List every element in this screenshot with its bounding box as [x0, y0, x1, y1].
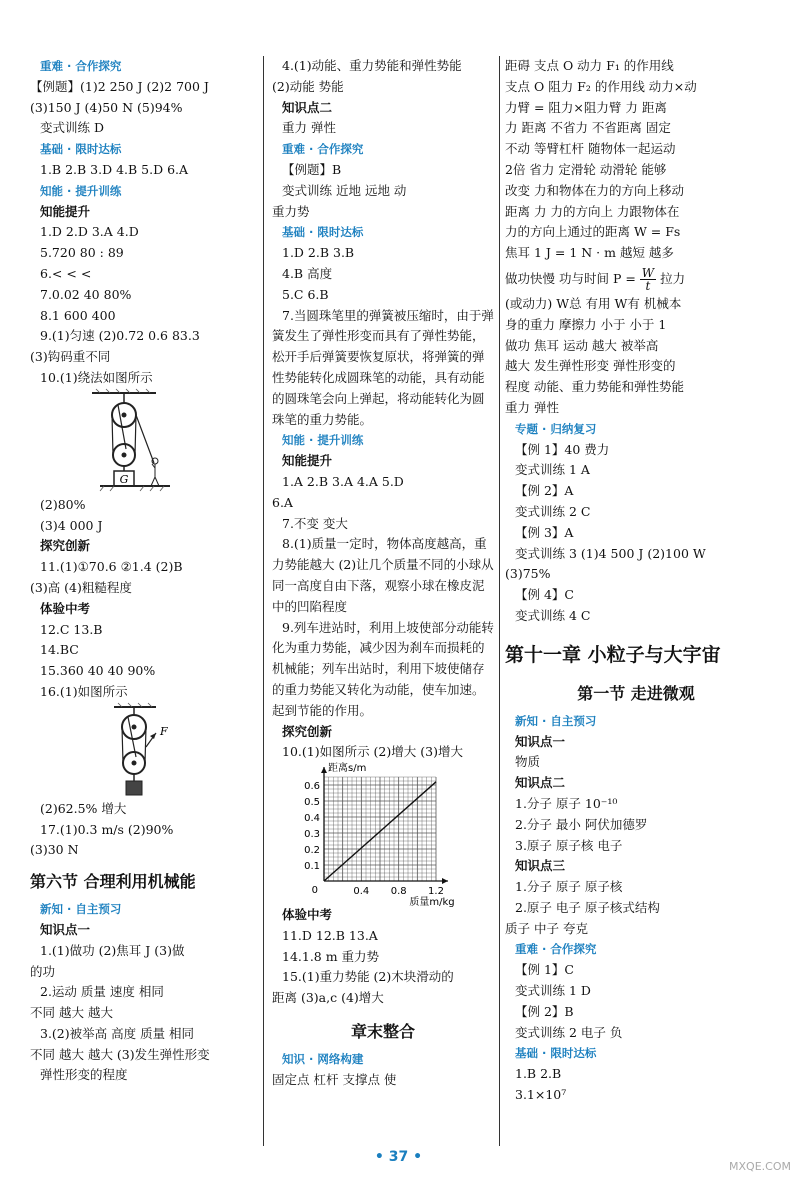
answer-line: 15.360 40 40 90% — [40, 663, 156, 679]
column-right — [505, 56, 767, 1106]
answer-line: 1.分子 原子 10⁻¹⁰ — [515, 795, 618, 811]
answer-line: 7.不变 变大 — [282, 515, 348, 531]
answer-line: 11.(1)①70.6 ②1.4 (2)B — [40, 559, 183, 575]
answer-line: (2)62.5% 增大 — [40, 800, 127, 816]
answer-line: (2)80% — [40, 496, 86, 512]
subheading: 知识点一 — [40, 921, 91, 937]
answer-line: 程度 动能、重力势能和弹性势能 — [505, 379, 684, 395]
answer-line: 越大 发生弹性形变 弹性形变的 — [505, 358, 676, 374]
subheading: 体验中考 — [40, 600, 91, 616]
answer-line: (3)30 N — [30, 842, 79, 858]
answer-paragraph: 8.(1)质量一定时，物体高度越高，重力势能越大 (2)让几个质量不同的小球从同一高度自由下落，观察小球在橡皮泥中的凹陷程度 — [272, 536, 494, 614]
answer-line: (3)75% — [505, 566, 551, 582]
distance-mass-graph — [272, 763, 494, 909]
answer-line: 重力 弹性 — [282, 120, 336, 136]
answer-line: 【例 2】A — [515, 483, 574, 499]
answer-line: 4.B 高度 — [282, 265, 333, 281]
subheading: 知识点一 — [515, 733, 566, 749]
answer-line: 1.D 2.D 3.A 4.D — [40, 224, 139, 240]
answer-line: 2倍 省力 定滑轮 动滑轮 能够 — [505, 161, 667, 177]
answer-line: (3)钩码重不同 — [30, 349, 111, 365]
answer-line: 3.1×10⁷ — [515, 1087, 567, 1103]
y-tick-label: 0.6 — [304, 781, 320, 793]
answer-line: 15.(1)重力势能 (2)木块滑动的 — [282, 969, 454, 985]
y-tick-label: 0.1 — [304, 861, 320, 873]
answer-line: 支点 O 阻力 F₂ 的作用线 动力×动 — [505, 78, 697, 94]
answer-line: 做功 焦耳 运动 越大 被举高 — [505, 337, 659, 353]
answer-line: 2.分子 最小 阿伏加德罗 — [515, 816, 648, 832]
answer-line: 距离 力 力的方向上 力跟物体在 — [505, 203, 680, 219]
chapter-title: 第十一章 小粒子与大宇宙 — [505, 643, 721, 666]
y-tick-label: 0.4 — [304, 813, 320, 825]
section-header: 基础 · 限时达标 — [515, 1046, 597, 1061]
answer-line: 变式训练 2 C — [515, 503, 591, 519]
section-title: 第一节 走进微观 — [577, 683, 695, 703]
subheading: 探究创新 — [40, 538, 91, 554]
section-title: 章末整合 — [350, 1022, 415, 1042]
answer-line: 不同 越大 越大 (3)发生弹性形变 — [30, 1046, 210, 1062]
subheading: 体验中考 — [282, 907, 333, 923]
y-tick-label: 0.2 — [304, 845, 320, 857]
column-left — [30, 56, 258, 1086]
subheading: 知识点三 — [515, 858, 566, 874]
answer-line: 变式训练 近地 远地 动 — [282, 182, 407, 198]
answer-line: 重力势 — [272, 203, 310, 219]
answer-line: 【例 1】40 费力 — [515, 441, 610, 457]
x-tick-label: 1.2 — [428, 886, 444, 898]
answer-line: 4.(1)动能、重力势能和弹性势能 — [282, 58, 462, 73]
watermark: MXQE.COM — [729, 1160, 791, 1173]
answer-line: 【例 3】A — [515, 524, 574, 540]
fraction-numerator: W — [641, 265, 655, 280]
answer-line: 距离 (3)a,c (4)增大 — [272, 990, 384, 1006]
x-axis-label: 质量m/kg — [409, 897, 455, 909]
answer-line: 弹性形变的程度 — [40, 1067, 128, 1083]
answer-line: 不同 越大 越大 — [30, 1005, 113, 1021]
answer-line: 6.< < < — [40, 265, 92, 281]
section-header: 基础 · 限时达标 — [40, 142, 122, 157]
answer-line: 变式训练 1 D — [515, 983, 591, 999]
y-axis-label: 距离s/m — [328, 763, 367, 775]
answer-line: 改变 力和物体在力的方向上移动 — [505, 182, 684, 198]
answer-line: 8.1 600 400 — [40, 307, 116, 323]
y-tick-label: 0.3 — [304, 829, 320, 841]
answer-line: 12.C 13.B — [40, 621, 103, 637]
answer-line: 1.B 2.B 3.D 4.B 5.D 6.A — [40, 161, 189, 177]
section-header: 重难 · 合作探究 — [515, 942, 597, 957]
answer-line: (3)高 (4)粗糙程度 — [30, 579, 132, 595]
answer-line: 10.(1)如图所示 (2)增大 (3)增大 — [282, 744, 463, 760]
answer-line: 固定点 杠杆 支撑点 使 — [272, 1071, 397, 1087]
section-header: 重难 · 合作探究 — [282, 142, 364, 157]
power-formula-line — [505, 264, 767, 294]
answer-line: (或动力) W总 有用 W有 机械本 — [505, 295, 682, 311]
answer-line: 力臂 = 阻力×阻力臂 力 距离 — [505, 99, 667, 115]
answer-line: 的功 — [30, 963, 56, 979]
answer-line: 1.(1)做功 (2)焦耳 J (3)做 — [40, 942, 185, 958]
answer-line: 14.1.8 m 重力势 — [282, 948, 380, 964]
answer-line: 1.分子 原子 原子核 — [515, 879, 623, 895]
section-header: 重难 · 合作探究 — [40, 59, 122, 73]
answer-line: 1.B 2.B — [515, 1066, 562, 1082]
answer-line: 3.(2)被举高 高度 质量 相同 — [40, 1025, 195, 1041]
subheading: 探究创新 — [282, 723, 333, 739]
answer-line: 变式训练 D — [40, 120, 104, 136]
answer-line: 5.720 80 : 89 — [40, 245, 124, 261]
fraction — [640, 267, 656, 292]
x-tick-label: 0.4 — [353, 886, 370, 898]
section-header: 知能 · 提升训练 — [40, 183, 122, 198]
section-header: 知能 · 提升训练 — [282, 433, 364, 448]
x-axis-arrow — [442, 878, 448, 884]
answer-line: 变式训练 4 C — [515, 607, 591, 623]
answer-line: 距碍 支点 O 动力 F₁ 的作用线 — [505, 58, 674, 73]
answer-line: (3)4 000 J — [40, 517, 103, 533]
answer-line: 【例题】B — [282, 161, 342, 177]
answer-line: 做功快慢 功与时间 P = — [505, 270, 636, 286]
answer-line: 3.原子 原子核 电子 — [515, 837, 623, 853]
column-middle — [272, 56, 494, 1091]
subheading: 知能提升 — [282, 453, 333, 469]
answer-line: 质子 中子 夸克 — [505, 920, 588, 936]
section-header: 新知 · 自主预习 — [515, 713, 597, 728]
answer-line: (2)动能 势能 — [272, 78, 344, 94]
pulley-figure-2 — [30, 703, 258, 799]
answer-line: 1.D 2.B 3.B — [282, 245, 355, 261]
answer-line: 变式训练 3 (1)4 500 J (2)100 W — [515, 545, 706, 561]
answer-line: 1.A 2.B 3.A 4.A 5.D — [282, 473, 404, 489]
page-number: • 37 • — [374, 1149, 423, 1165]
section-header: 专题 · 归纳复习 — [515, 421, 597, 436]
answer-line: 【例 4】C — [515, 587, 574, 603]
answer-line: 9.(1)匀速 (2)0.72 0.6 83.3 — [40, 328, 200, 344]
answer-line: 焦耳 1 J = 1 N · m 越短 越多 — [505, 245, 674, 261]
subheading: 知能提升 — [40, 203, 91, 219]
answer-line: 2.原子 电子 原子核式结构 — [515, 899, 660, 915]
answer-line: 变式训练 2 电子 负 — [515, 1024, 623, 1040]
y-tick-label: 0.5 — [304, 797, 320, 809]
answer-line: 16.(1)如图所示 — [40, 683, 128, 699]
answer-line: 17.(1)0.3 m/s (2)90% — [40, 821, 174, 837]
answer-paragraph: 9.列车进站时，利用上坡使部分动能转化为重力势能，减少因为刹车而损耗的机械能；列车出站时，利用下坡使储存的重力势能又转化为动能，使车加速。起到节能的作用。 — [272, 619, 494, 718]
section-title: 第六节 合理利用机械能 — [30, 872, 196, 892]
answer-line: 力的方向上通过的距离 W = Fs — [505, 224, 681, 240]
x-tick-label: 0.8 — [390, 886, 407, 898]
answer-paragraph: 7.当圆珠笔里的弹簧被压缩时，由于弹簧发生了弹性形变而具有了弹性势能，松开手后弹簧要恢复原状，将弹簧的弹性势能转化成圆珠笔的动能，具有动能的圆珠笔会向上弹起，将动能转化为圆珠笔的重力势能。 — [272, 307, 494, 427]
answer-line: 力 距离 不省力 不省距离 固定 — [505, 120, 671, 136]
answer-line: 身的重力 摩擦力 小于 小于 1 — [505, 316, 667, 332]
section-header: 新知 · 自主预习 — [40, 902, 122, 917]
answer-line: 11.D 12.B 13.A — [282, 927, 378, 943]
column-divider — [499, 56, 500, 1146]
answer-line: 不动 等臂杠杆 随物体一起运动 — [505, 141, 676, 157]
force-label: F — [160, 724, 168, 738]
answer-line: 物质 — [515, 754, 541, 770]
answer-line: 【例 2】B — [515, 1003, 574, 1019]
section-header: 知识 · 网络构建 — [282, 1052, 364, 1067]
subheading: 知识点二 — [282, 99, 333, 115]
answer-line: 【例题】(1)2 250 J (2)2 700 J — [30, 78, 209, 94]
column-divider — [263, 56, 264, 1146]
answer-line: 10.(1)绕法如图所示 — [40, 369, 153, 385]
origin-label: 0 — [311, 885, 318, 897]
answer-line: 重力 弹性 — [505, 399, 559, 415]
y-axis-arrow — [321, 767, 327, 773]
answer-line: 6.A — [272, 494, 293, 510]
answer-line: 7.0.02 40 80% — [40, 286, 132, 302]
weight-label: G — [119, 472, 129, 486]
section-header: 基础 · 限时达标 — [282, 225, 364, 240]
answer-line: 14.BC — [40, 642, 79, 658]
answer-line: 拉力 — [660, 270, 686, 286]
answer-line: 2.运动 质量 速度 相同 — [40, 984, 164, 1000]
answer-line: (3)150 J (4)50 N (5)94% — [30, 99, 183, 115]
answer-line: 5.C 6.B — [282, 286, 329, 302]
answer-line: 【例 1】C — [515, 962, 574, 978]
fraction-denominator: t — [645, 278, 651, 293]
pulley-figure-1 — [30, 389, 258, 495]
subheading: 知识点二 — [515, 775, 566, 791]
answer-line: 变式训练 1 A — [515, 462, 590, 478]
